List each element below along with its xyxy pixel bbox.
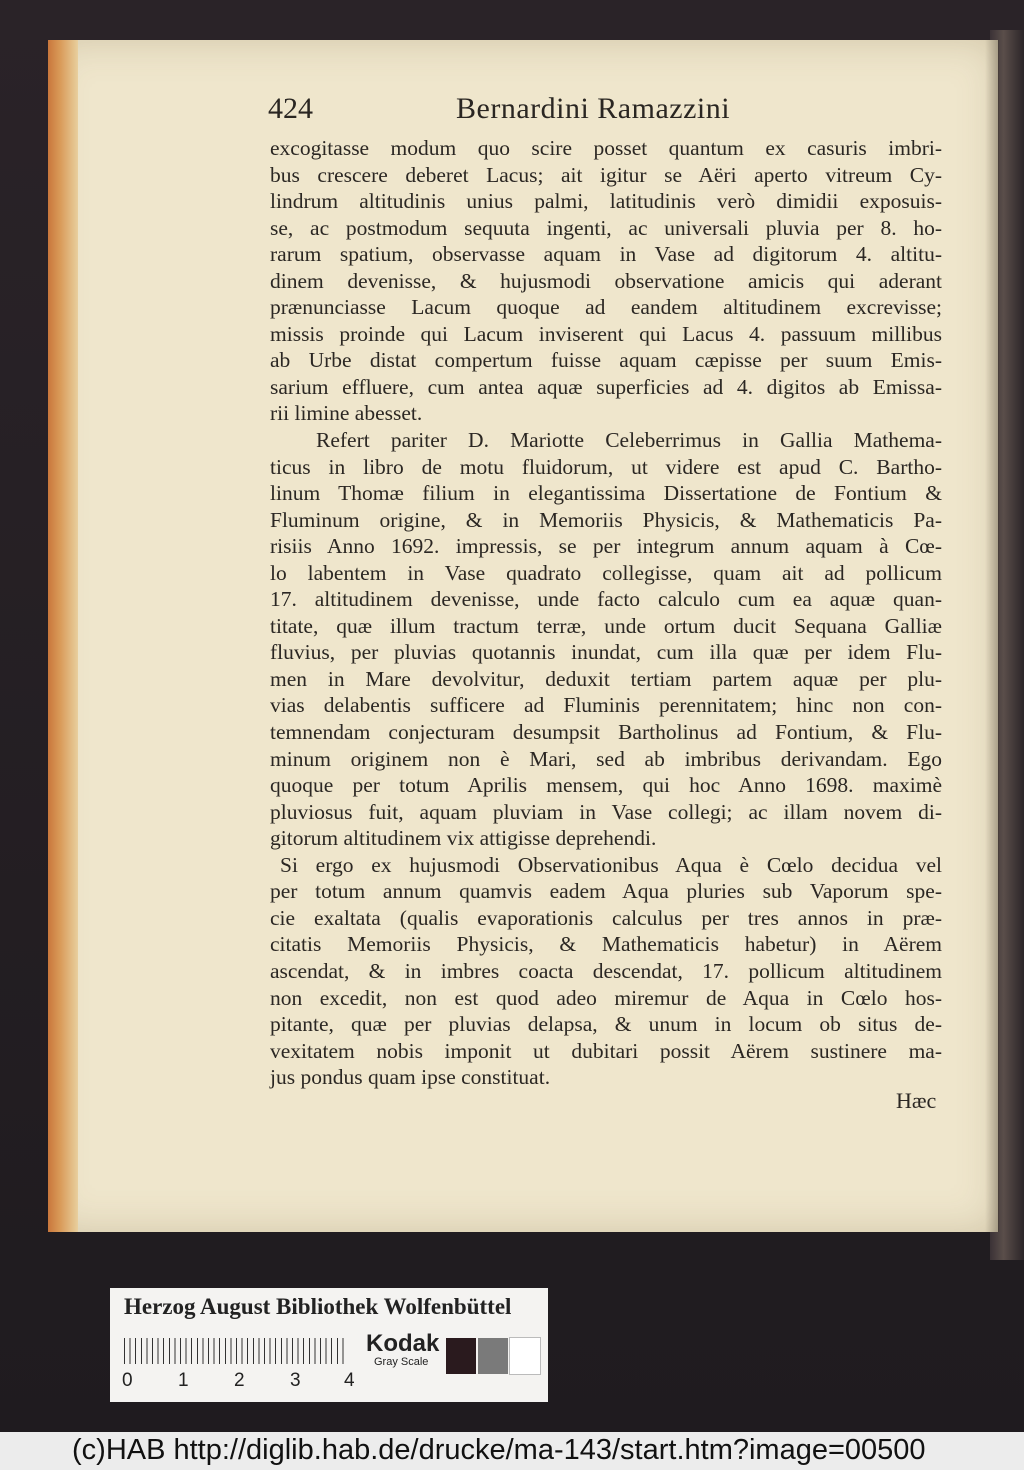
ruler-number: 3 (290, 1370, 301, 1391)
text-line: linum Thomæ filium in elegantissima Dissertatione de Fontium & (270, 481, 942, 506)
color-reference-card (110, 1288, 548, 1402)
text-line: rarum spatium, observasse aquam in Vase ad digitorum 4. altitu- (270, 242, 942, 267)
text-line: risiis Anno 1692. impressis, se per integrum annum aquam à Cœ- (270, 534, 942, 559)
ruler-number: 1 (178, 1370, 189, 1391)
gray-swatch-mid (478, 1338, 508, 1374)
text-line: 17. altitudinem devenisse, unde facto calculo cum ea aquæ quan- (270, 587, 942, 612)
text-line: Refert pariter D. Mariotte Celeberrimus in Gallia Mathema- (316, 428, 942, 453)
text-line: excogitasse modum quo scire posset quantum ex casuris imbri- (270, 136, 942, 160)
text-line: Si ergo ex hujusmodi Observationibus Aqua è Cœlo decidua vel (280, 852, 942, 877)
ruler-numbers (118, 1370, 358, 1392)
text-line: gitorum altitudinem vix attigisse deprehendi. (270, 826, 657, 851)
text-line: men in Mare devolvitur, deduxit tertiam partem aquæ per plu- (270, 666, 942, 691)
credit-link[interactable]: (c)HAB http://diglib.hab.de/drucke/ma-143/start.htm?image=00500 (72, 1434, 926, 1466)
text-line: sarium effluere, cum antea aquæ superficies ad 4. digitos ab Emissa- (270, 374, 942, 399)
text-line: citatis Memoriis Physicis, & Mathematicis habetur) in Aërem (270, 932, 942, 957)
gray-swatch-dark (446, 1338, 476, 1374)
text-line: ab Urbe distat compertum fuisse aquam cæpisse per suum Emis- (270, 348, 942, 373)
text-line: vias delabentis sufficere ad Fluminis perennitatem; hinc non con- (270, 693, 942, 718)
catchword: Hæc (896, 1088, 937, 1113)
page-header (268, 92, 948, 132)
running-head: Bernardini Ramazzini (456, 92, 731, 125)
text-line: jus pondus quam ipse constituat. (270, 1065, 551, 1090)
text-line: se, ac postmodum sequuta ingenti, ac universali pluvia per 8. ho- (270, 215, 942, 240)
text-line: ascendat, & in imbres coacta descendat, 17. pollicum altitudinem (270, 958, 942, 983)
text-line: non excedit, non est quod adeo miremur de Aqua in Cœlo hos- (270, 985, 942, 1010)
kodak-logo: Kodak (366, 1330, 440, 1357)
text-line: dinem devenisse, & hujusmodi observatione amicis qui aderant (270, 268, 942, 293)
page-fold-shadow (985, 40, 999, 1232)
page-gilt-edge (48, 40, 78, 1232)
text-line: temnendam conjecturam desumpsit Bartholinus ad Fontium, & Flu- (270, 720, 942, 745)
credit-footer (0, 1432, 1024, 1470)
text-line: vexitatem nobis imponit ut dubitari possit Aërem sustinere ma- (270, 1038, 942, 1063)
text-line: lindrum altitudinis unius palmi, latitudinis verò dimidii exposuis- (270, 189, 942, 214)
text-line: ticus in libro de motu fluidorum, ut videre est apud C. Bartho- (270, 454, 942, 479)
text-line: pluviosus fuit, aquam pluviam in Vase collegi; ac illam novem di- (270, 799, 942, 824)
text-line: lo labentem in Vase quadrato collegisse, quam ait ad pollicum (270, 560, 942, 585)
text-line: cie exaltata (qualis evaporationis calculus per tres annos in præ- (270, 905, 942, 930)
text-line: bus crescere deberet Lacus; ait igitur se Aëri aperto vitreum Cy- (270, 162, 942, 187)
text-line: fluvius, per pluvias quotannis inundat, cum illa quæ per idem Flu- (270, 640, 942, 665)
body-text (270, 135, 942, 1091)
gray-swatch-light (510, 1338, 540, 1374)
ruler-number: 4 (344, 1370, 355, 1391)
text-line: missis proinde qui Lacum inviserent qui Lacus 4. passuum millibus (270, 321, 942, 346)
text-line: minum originem non è Mari, sed ab imbribus derivandam. Ego (270, 746, 942, 771)
gray-scale-label: Gray Scale (374, 1356, 429, 1368)
text-line: Fluminum origine, & in Memoriis Physicis, & Mathematicis Pa- (270, 507, 942, 532)
text-line: pitante, quæ per pluvias delapsa, & unum in locum ob situs de- (270, 1012, 942, 1037)
text-line: quoque per totum Aprilis mensem, qui hoc Anno 1698. maximè (270, 773, 942, 798)
ruler-scale (124, 1338, 348, 1364)
text-line: prænunciasse Lacum quoque ad eandem altitudinem excrevisse; (270, 295, 942, 320)
text-line: per totum annum quamvis eadem Aqua pluries sub Vaporum spe- (270, 879, 942, 904)
library-name: Herzog August Bibliothek Wolfenbüttel (124, 1294, 512, 1319)
ruler-number: 0 (122, 1370, 133, 1391)
text-line: rii limine abesset. (270, 401, 423, 426)
text-line: titate, quæ illum tractum terræ, unde ortum ducit Sequana Galliæ (270, 613, 942, 638)
page-number: 424 (268, 92, 313, 125)
ruler-number: 2 (234, 1370, 245, 1391)
